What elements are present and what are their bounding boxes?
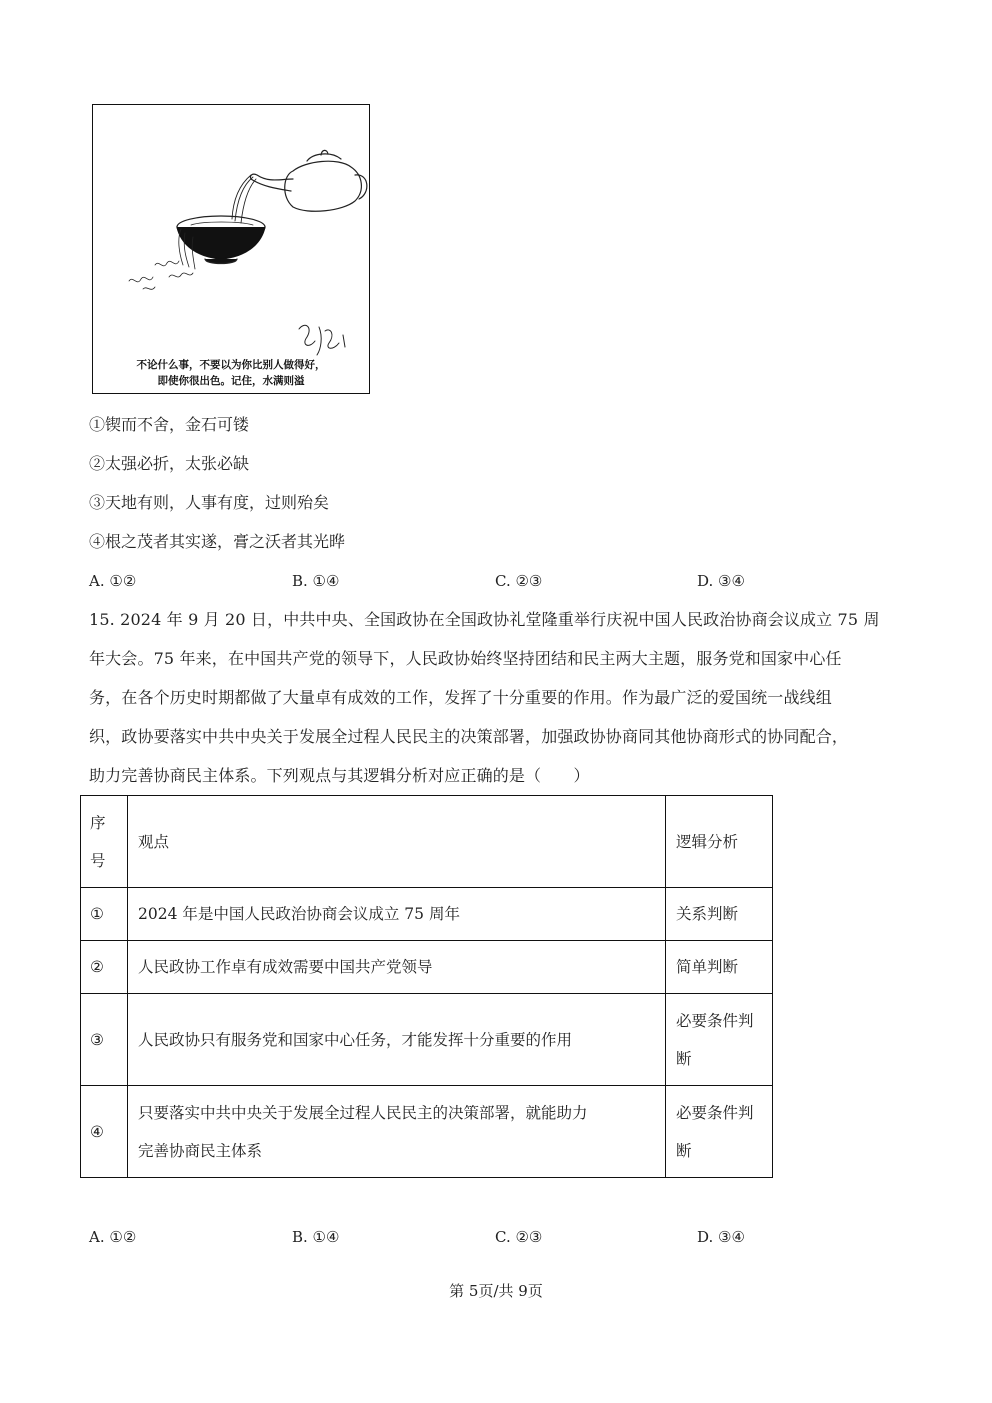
cartoon-caption-line-1: 不论什么事，不要以为你比别人做得好， [136,359,326,371]
row-logic-line-1: 必要条件判 [676,1103,754,1122]
table-header-row [81,796,773,888]
table-row [81,888,773,941]
q15-stem-line-4: 织，政协要落实中共中央关于发展全过程人民民主的决策部署，加强政协协商同其他协商形式的协同配合， [89,727,849,746]
table-row [81,1086,773,1178]
row-num: ① [81,888,128,941]
q14-option-b: B. ①④ [292,572,340,590]
header-num [81,796,128,888]
cartoon-caption-line-2: 即使你很出色。记住，水满则溢 [157,375,305,387]
row-logic: 简单判断 [666,941,773,994]
table-row [81,994,773,1086]
q15-stem-line-2: 年大会。75 年来，在中国共产党的领导下，人民政协始终坚持团结和民主两大主题，服务党和国家中心任 [89,649,842,668]
q15-option-c: C. ②③ [495,1228,543,1246]
q15-stem-line-3: 务，在各个历史时期都做了大量卓有成效的工作，发挥了十分重要的作用。作为最广泛的爱国统一战线组 [89,688,832,707]
row-num: ③ [81,994,128,1086]
row-num: ② [81,941,128,994]
header-logic: 逻辑分析 [666,796,773,888]
row-logic-line-1: 必要条件判 [676,1011,754,1030]
header-num-line-1: 序 [90,813,106,832]
row-view-line-1: 只要落实中共中央关于发展全过程人民民主的决策部署，就能助力 [138,1103,588,1122]
row-logic [666,994,773,1086]
cartoon-illustration [92,104,370,394]
page-footer: 第 5页/共 9页 [449,1282,543,1300]
statement-2: ②太强必折，太张必缺 [89,454,250,473]
row-logic-line-2: 断 [676,1141,692,1160]
table-row [81,941,773,994]
row-view: 人民政协只有服务党和国家中心任务，才能发挥十分重要的作用 [128,994,666,1086]
row-view [128,1086,666,1178]
q15-table [80,795,773,1178]
row-view: 2024 年是中国人民政治协商会议成立 75 周年 [128,888,666,941]
row-logic [666,1086,773,1178]
row-logic: 关系判断 [666,888,773,941]
row-view-line-2: 完善协商民主体系 [138,1141,263,1160]
q15-option-d: D. ③④ [697,1228,745,1246]
q14-option-a: A. ①② [89,572,137,590]
q15-option-b: B. ①④ [292,1228,340,1246]
teapot-bowl-drawing [93,105,369,393]
header-view: 观点 [128,796,666,888]
q15-stem-line-5: 助力完善协商民主体系。下列观点与其逻辑分析对应正确的是（ ） [89,766,590,785]
row-num: ④ [81,1086,128,1178]
q14-option-d: D. ③④ [697,572,745,590]
statement-4: ④根之茂者其实遂，膏之沃者其光晔 [89,532,346,551]
statement-1: ①锲而不舍，金石可镂 [89,415,250,434]
q14-option-c: C. ②③ [495,572,543,590]
header-num-line-2: 号 [90,851,106,870]
row-logic-line-2: 断 [676,1049,692,1068]
statement-3: ③天地有则，人事有度，过则殆矣 [89,493,330,512]
q15-stem-line-1: 15. 2024 年 9 月 20 日，中共中央、全国政协在全国政协礼堂隆重举行庆祝中国人民政治协商会议成立 75 周 [89,610,880,629]
q15-option-a: A. ①② [89,1228,137,1246]
row-view: 人民政协工作卓有成效需要中国共产党领导 [128,941,666,994]
